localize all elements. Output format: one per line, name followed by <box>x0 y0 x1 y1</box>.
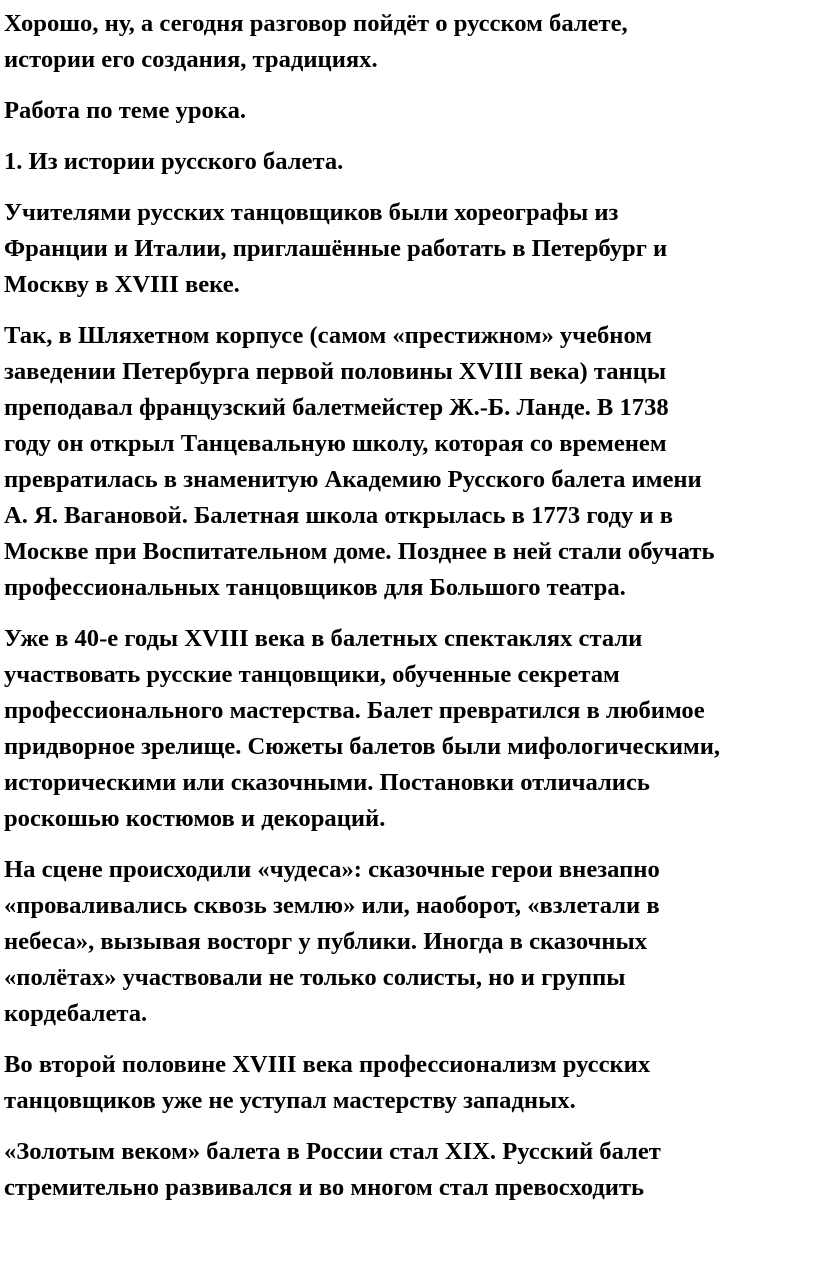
text-line: Москве при Воспитательном доме. Позднее в ней стали обучать <box>4 538 715 565</box>
text-line: Москву в XVIII веке. <box>4 271 240 298</box>
paragraph-golden-age <box>4 1134 816 1206</box>
paragraph-1740s <box>4 621 816 837</box>
text-line: превратилась в знаменитую Академию Русского балета имени <box>4 466 702 493</box>
paragraph-intro <box>4 6 816 78</box>
paragraph-cadet-corps <box>4 318 816 606</box>
text-line: «проваливались сквозь землю» или, наоборот, «взлетали в <box>4 892 660 919</box>
text-line: кордебалета. <box>4 1000 148 1027</box>
text-line: Хорошо, ну, а сегодня разговор пойдёт о русском балете, <box>4 10 628 37</box>
text-line: преподавал французский балетмейстер Ж.-Б. Ланде. В 1738 <box>4 394 669 421</box>
text-line: стремительно развивался и во многом стал превосходить <box>4 1174 645 1201</box>
paragraph-lesson-work <box>4 93 816 129</box>
text-line: заведении Петербурга первой половины XVIII века) танцы <box>4 358 667 385</box>
text-line: небеса», вызывая восторг у публики. Иногда в сказочных <box>4 928 648 955</box>
section-heading <box>4 144 816 180</box>
paragraph-teachers <box>4 195 816 303</box>
text-line: роскошью костюмов и декораций. <box>4 805 386 832</box>
text-line: Учителями русских танцовщиков были хореографы из <box>4 199 619 226</box>
text-line: профессионального мастерства. Балет превратился в любимое <box>4 697 705 724</box>
text-line: участвовать русские танцовщики, обученные секретам <box>4 661 620 688</box>
text-line: танцовщиков уже не уступал мастерству западных. <box>4 1087 576 1114</box>
text-line: 1. Из истории русского балета. <box>4 148 344 175</box>
text-line: Франции и Италии, приглашённые работать в Петербург и <box>4 235 668 262</box>
text-line: профессиональных танцовщиков для Большого театра. <box>4 574 626 601</box>
text-line: году он открыл Танцевальную школу, которая со временем <box>4 430 667 457</box>
text-line: историческими или сказочными. Постановки отличались <box>4 769 650 796</box>
text-line: истории его создания, традициях. <box>4 46 378 73</box>
paragraph-miracles <box>4 852 816 1032</box>
text-line: На сцене происходили «чудеса»: сказочные герои внезапно <box>4 856 660 883</box>
text-line: Работа по теме урока. <box>4 97 247 124</box>
text-line: Так, в Шляхетном корпусе (самом «престижном» учебном <box>4 322 653 349</box>
paragraph-professionalism <box>4 1047 816 1119</box>
text-line: «Золотым веком» балета в России стал XIX. Русский балет <box>4 1138 661 1165</box>
text-line: «полётах» участвовали не только солисты, но и группы <box>4 964 626 991</box>
text-line: Во второй половине XVIII века профессионализм русских <box>4 1051 651 1078</box>
text-line: придворное зрелище. Сюжеты балетов были мифологическими, <box>4 733 721 760</box>
text-line: А. Я. Вагановой. Балетная школа открылась в 1773 году и в <box>4 502 673 529</box>
text-line: Уже в 40-е годы XVIII века в балетных спектаклях стали <box>4 625 643 652</box>
